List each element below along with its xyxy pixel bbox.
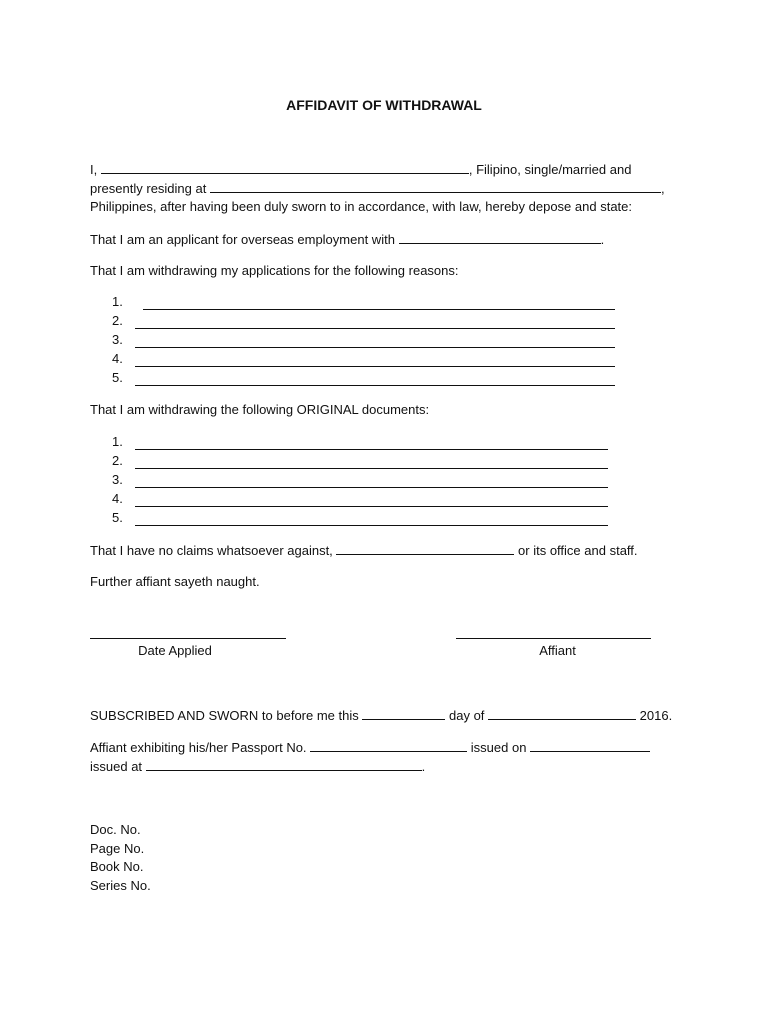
issued-at-blank[interactable]: [146, 757, 422, 771]
document-blank[interactable]: [135, 455, 608, 469]
reason-blank[interactable]: [135, 334, 615, 348]
reason-blank[interactable]: [135, 353, 615, 367]
doc-no-label: Doc. No.: [90, 822, 141, 837]
applicant-line: [90, 230, 604, 250]
date-applied-line[interactable]: [90, 638, 286, 639]
reason-item: [112, 312, 135, 331]
document-blank[interactable]: [135, 512, 608, 526]
reason-item: [112, 331, 135, 350]
month-blank[interactable]: [488, 706, 636, 720]
name-blank[interactable]: [101, 160, 469, 174]
intro-line-1: [90, 160, 631, 180]
day-blank[interactable]: [362, 706, 445, 720]
agency-blank[interactable]: [336, 541, 514, 555]
document-item: [112, 490, 135, 509]
page-title: AFFIDAVIT OF WITHDRAWAL: [286, 97, 482, 113]
claims-line: [90, 541, 638, 561]
passport-text: issued at: [90, 759, 143, 774]
claims-text: or its office and staff.: [518, 543, 638, 558]
reason-number: 1.: [112, 294, 123, 309]
document-blank[interactable]: [135, 436, 608, 450]
series-no-label: Series No.: [90, 878, 151, 893]
documents-heading: That I am withdrawing the following ORIGINAL documents:: [90, 402, 430, 417]
affiant-label: Affiant: [539, 643, 576, 658]
page-no-label: Page No.: [90, 841, 145, 856]
sworn-text: SUBSCRIBED AND SWORN to before me this: [90, 708, 359, 723]
document-number: 1.: [112, 434, 123, 449]
applicant-text: That I am an applicant for overseas employment with: [90, 232, 395, 247]
document-item: [112, 509, 135, 528]
claims-text: That I have no claims whatsoever against,: [90, 543, 333, 558]
reason-blank[interactable]: [143, 296, 615, 310]
employer-blank[interactable]: [399, 230, 601, 244]
reason-item: [112, 350, 135, 369]
sworn-year: 2016.: [639, 708, 673, 723]
document-number: 2.: [112, 453, 123, 468]
document-number: 5.: [112, 510, 123, 525]
document-item: [112, 433, 135, 452]
passport-line: [90, 738, 650, 758]
document-blank[interactable]: [135, 474, 608, 488]
reason-number: 3.: [112, 332, 123, 347]
document-number: 4.: [112, 491, 123, 506]
document-blank[interactable]: [135, 493, 608, 507]
sworn-line: [90, 706, 672, 726]
reason-number: 2.: [112, 313, 123, 328]
document-item: [112, 452, 135, 471]
intro-line-2: [90, 179, 665, 199]
date-applied-label: Date Applied: [138, 643, 212, 658]
applicant-text: .: [600, 232, 605, 247]
affiant-signature-line[interactable]: [456, 638, 651, 639]
passport-text: Affiant exhibiting his/her Passport No.: [90, 740, 307, 755]
reasons-heading: That I am withdrawing my applications for the following reasons:: [90, 263, 459, 278]
reason-blank[interactable]: [135, 315, 615, 329]
reason-number: 4.: [112, 351, 123, 366]
intro-text: ,: [660, 181, 665, 196]
intro-text: , Filipino, single/married and: [468, 162, 632, 177]
intro-line-3: Philippines, after having been duly sworn to in accordance, with law, hereby depose and state:: [90, 199, 633, 214]
intro-text: I,: [90, 162, 98, 177]
book-no-label: Book No.: [90, 859, 144, 874]
passport-text: .: [421, 759, 426, 774]
document-item: [112, 471, 135, 490]
reason-item: [112, 369, 135, 388]
reason-blank[interactable]: [135, 372, 615, 386]
naught-line: Further affiant sayeth naught.: [90, 574, 260, 589]
passport-text: issued on: [470, 740, 527, 755]
issued-on-blank[interactable]: [530, 738, 650, 752]
residence-blank[interactable]: [210, 179, 661, 193]
document-number: 3.: [112, 472, 123, 487]
sworn-text: day of: [449, 708, 485, 723]
issued-at-line: [90, 757, 425, 777]
intro-text: presently residing at: [90, 181, 207, 196]
passport-number-blank[interactable]: [310, 738, 467, 752]
reason-number: 5.: [112, 370, 123, 385]
reason-item: [112, 293, 135, 312]
